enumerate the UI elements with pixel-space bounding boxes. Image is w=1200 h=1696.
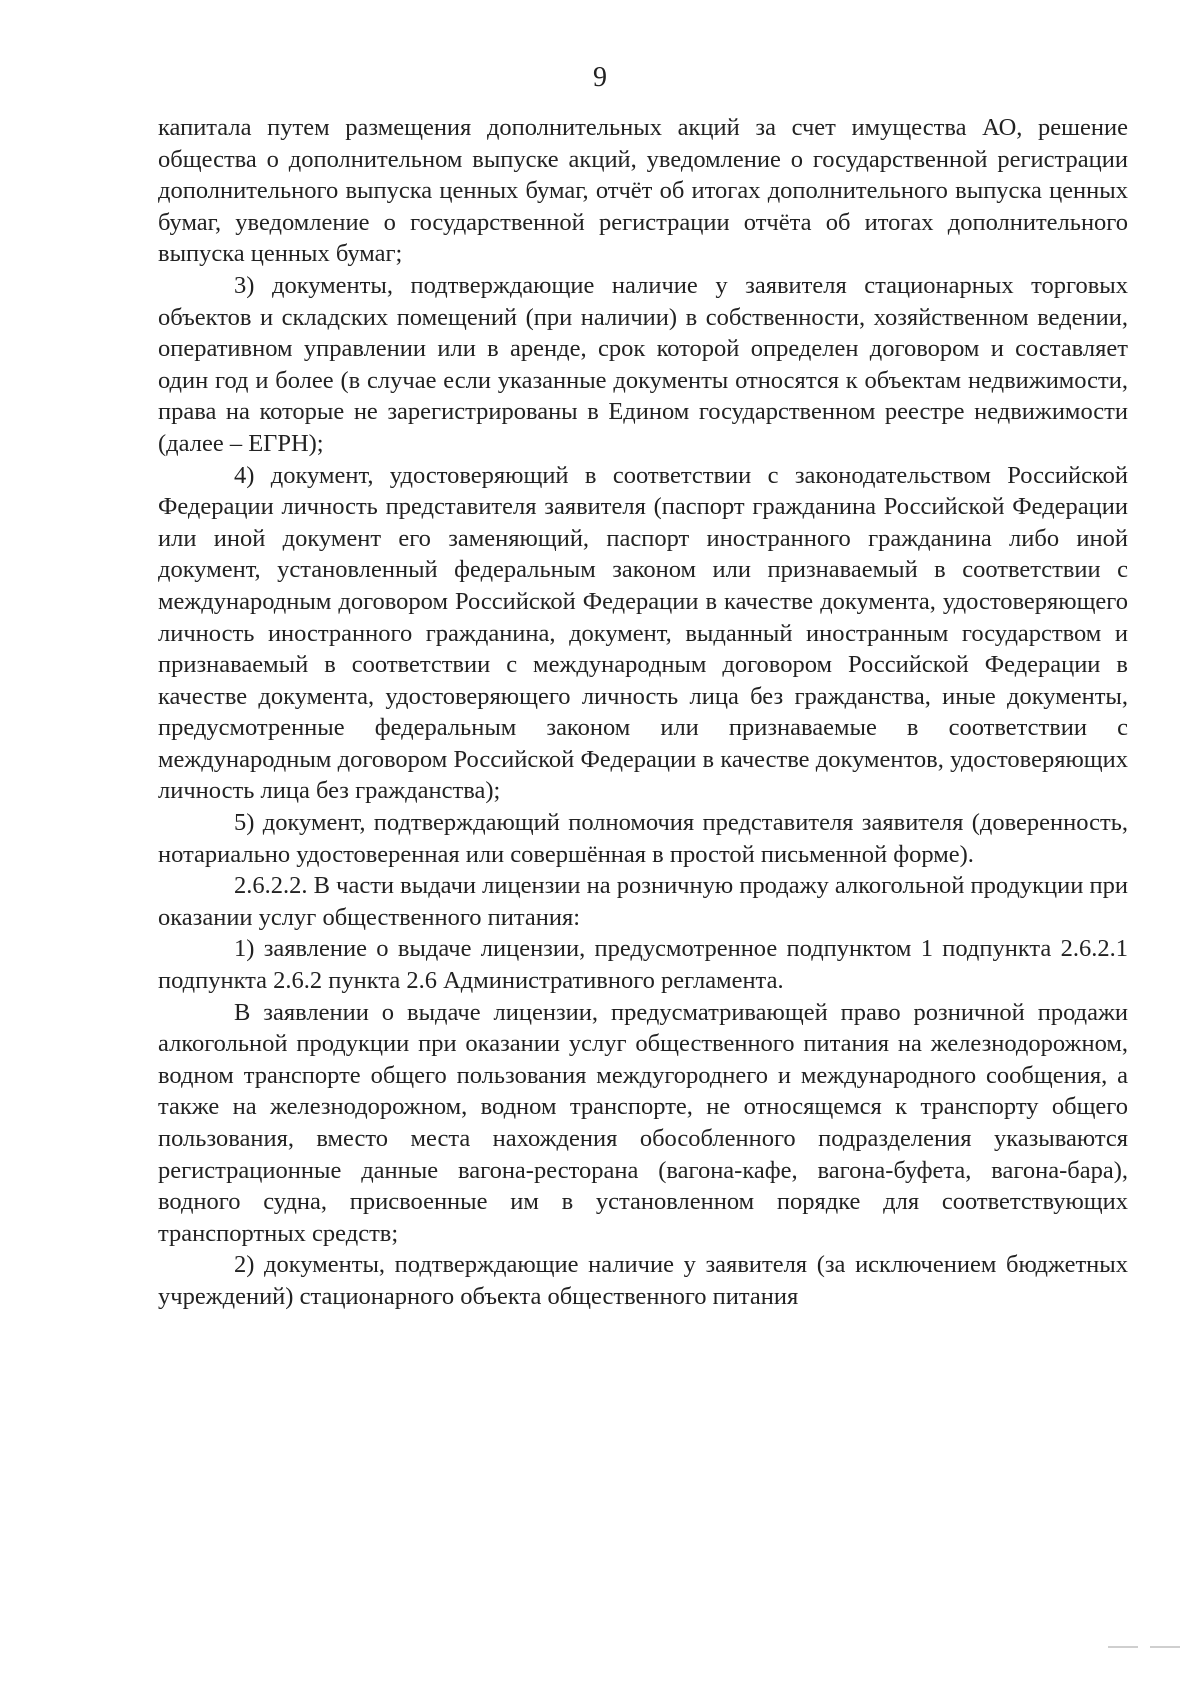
paragraph-item-5: 5) документ, подтверждающий полномочия представителя заявителя (доверенность, нотариально удостоверенная или совершённая в простой письменной форме). xyxy=(158,809,1128,868)
document-body xyxy=(158,112,1128,1313)
paragraph-application-note: В заявлении о выдаче лицензии, предусматривающей право розничной продажи алкогольной продукции при оказании услуг общественного питания на железнодорожном, водном транспорте общего пользования междугороднего и международного сообщения, а также на железнодорожном, водном транспорте, не относящемся к транспорту общего пользования, вместо места нахождения обособленного подразделения указываются регистрационные данные вагона-ресторана (вагона-кафе, вагона-буфета, вагона-бара), водного судна, присвоенные им в установленном порядке для соответствующих транспортных средств; xyxy=(158,998,1128,1247)
scan-artifact-line xyxy=(1150,1646,1180,1648)
paragraph-capital-documents: капитала путем размещения дополнительных акций за счет имущества АО, решение общества о дополнительном выпуске акций, уведомление о государственной регистрации дополнительного выпуска ценных бумаг, отчёт об итогах дополнительного выпуска ценных бумаг, уведомление о государственной регистрации отчёта об итогах дополнительного выпуска ценных бумаг; xyxy=(158,114,1128,268)
paragraph-item-2: 2) документы, подтверждающие наличие у заявителя (за исключением бюджетных учреждений) стационарного объекта общественного питания xyxy=(158,1251,1128,1310)
paragraph-section-2-6-2-2: 2.6.2.2. В части выдачи лицензии на розничную продажу алкогольной продукции при оказании услуг общественного питания: xyxy=(158,872,1128,931)
paragraph-item-1: 1) заявление о выдаче лицензии, предусмотренное подпунктом 1 подпункта 2.6.2.1 подпункта 2.6.2 пункта 2.6 Административного регламента. xyxy=(158,935,1128,995)
page-number: 9 xyxy=(593,62,607,93)
paragraph-item-4: 4) документ, удостоверяющий в соответствии с законодательством Российской Федерации личность представителя заявителя (паспорт гражданина Российской Федерации или иной документ его заменяющий, паспорт иностранного гражданина либо иной документ, установленный федеральным законом или признаваемый в соответствии с международным договором Российской Федерации в качестве документа, удостоверяющего личность иностранного гражданина, документ, выданный иностранным государством и признаваемый в соответствии с международным договором Российской Федерации в качестве документа, удостоверяющего личность лица без гражданства, иные документы, предусмотренные федеральным законом или признаваемые в соответствии с международным договором Российской Федерации в качестве документов, удостоверяющих личность лица без гражданства); xyxy=(158,461,1128,805)
paragraph-item-3: 3) документы, подтверждающие наличие у заявителя стационарных торговых объектов и складских помещений (при наличии) в собственности, хозяйственном ведении, оперативном управлении или в аренде, срок которой определен договором и составляет один год и более (в случае если указанные документы относятся к объектам недвижимости, права на которые не зарегистрированы в Едином государственном реестре недвижимости (далее – ЕГРН); xyxy=(158,271,1128,457)
scan-artifact-line xyxy=(1108,1646,1138,1648)
